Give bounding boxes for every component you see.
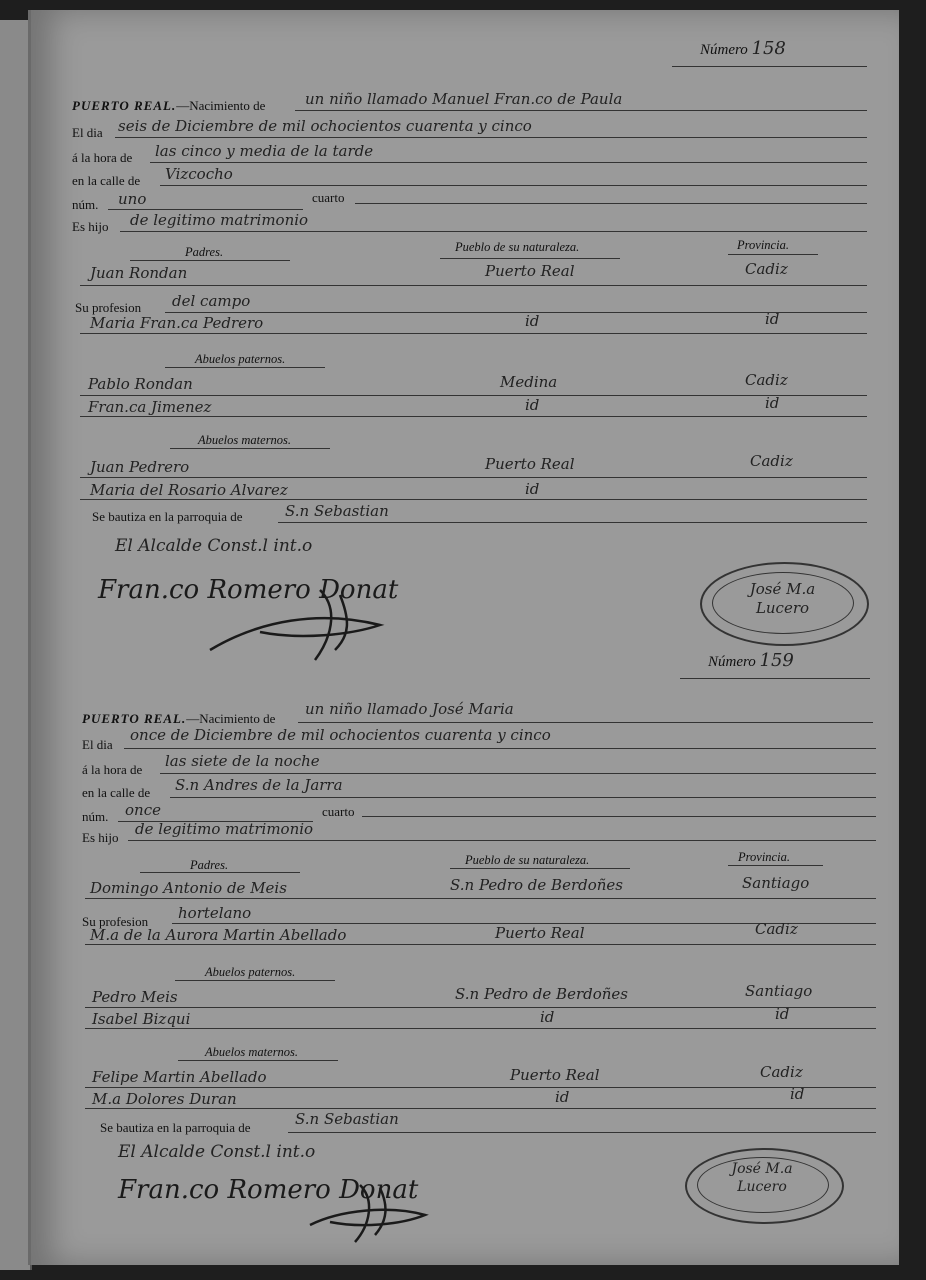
record-number-value: 158 [751, 38, 786, 59]
pat-grandmother-town: id [540, 1008, 555, 1026]
mat-grandmother-town: id [525, 480, 540, 498]
mat-grandmother-province: id [790, 1085, 805, 1103]
father-province: Cadiz [745, 260, 788, 278]
profession-label: Su profesion [75, 300, 142, 315]
mat-grandfather: Juan Pedrero [90, 458, 190, 476]
pat-grandmother-province: id [775, 1005, 790, 1023]
mayor-signature: Fran.co Romero Donat [98, 575, 399, 605]
street-value: Vizcocho [165, 165, 233, 183]
num-label: núm. [82, 809, 109, 824]
parish-label: Se bautiza en la parroquia de [92, 509, 243, 524]
hour-label: á la hora de [72, 150, 133, 165]
child-value: de legitimo matrimonio [135, 820, 314, 838]
street-value: S.n Andres de la Jarra [175, 776, 343, 794]
father-town: S.n Pedro de Berdoñes [450, 876, 623, 894]
seal-signature: José M.a Lucero [749, 580, 816, 617]
day-value: once de Diciembre de mil ochocientos cuarenta y cinco [130, 726, 551, 744]
col-town: Pueblo de su naturaleza. [455, 240, 580, 254]
record-number: Número 158 [700, 38, 786, 59]
pat-grandfather-province: Santiago [745, 982, 813, 1000]
num-value: once [125, 801, 161, 819]
signature-flourish [200, 580, 400, 665]
mother-province: Cadiz [755, 920, 798, 938]
mother-town: id [525, 312, 540, 330]
hour-value: las siete de la noche [165, 752, 320, 770]
mother-name: Maria Fran.ca Pedrero [90, 314, 264, 332]
room-label: cuarto [312, 190, 345, 205]
pat-grandmother: Isabel Bizqui [92, 1010, 191, 1028]
col-province: Provincia. [737, 238, 789, 252]
birth-value: un niño llamado José Maria [305, 700, 514, 718]
col-parents: Padres. [190, 858, 229, 872]
street-label: en la calle de [82, 785, 151, 800]
child-label: Es hijo [72, 219, 109, 234]
profession-value: hortelano [178, 904, 252, 922]
father-name: Domingo Antonio de Meis [90, 879, 287, 897]
father-town: Puerto Real [485, 262, 575, 280]
record-number-value: 159 [759, 650, 794, 671]
pat-grandmother-town: id [525, 396, 540, 414]
profession-label: Su profesion [82, 914, 149, 929]
maternal-header: Abuelos maternos. [198, 433, 292, 447]
street-label: en la calle de [72, 173, 141, 188]
mat-grandfather-town: Puerto Real [510, 1066, 600, 1084]
mat-grandfather-town: Puerto Real [485, 455, 575, 473]
birth-value: un niño llamado Manuel Fran.co de Paula [305, 90, 623, 108]
pat-grandfather: Pablo Rondan [88, 375, 193, 393]
mat-grandfather: Felipe Martin Abellado [92, 1068, 267, 1086]
child-value: de legitimo matrimonio [130, 211, 309, 229]
pat-grandfather-town: Medina [500, 373, 558, 391]
day-label: El dia [82, 737, 113, 752]
room-label: cuarto [322, 804, 355, 819]
col-town: Pueblo de su naturaleza. [465, 853, 590, 867]
pat-grandfather: Pedro Meis [92, 988, 178, 1006]
mat-grandmother: Maria del Rosario Alvarez [90, 481, 288, 499]
hour-value: las cinco y media de la tarde [155, 142, 374, 160]
hour-label: á la hora de [82, 762, 143, 777]
mat-grandmother: M.a Dolores Duran [92, 1090, 237, 1108]
mother-town: Puerto Real [495, 924, 585, 942]
birth-line: PUERTO REAL.—Nacimiento de [72, 98, 266, 113]
record-number: Número 159 [708, 650, 794, 671]
paternal-header: Abuelos paternos. [195, 352, 286, 366]
day-value: seis de Diciembre de mil ochocientos cuarenta y cinco [118, 117, 532, 135]
pat-grandfather-province: Cadiz [745, 371, 788, 389]
col-parents: Padres. [185, 245, 224, 259]
num-label: núm. [72, 197, 99, 212]
place-name: PUERTO REAL. [72, 98, 177, 113]
pat-grandmother: Fran.ca Jimenez [88, 398, 212, 416]
parish-label: Se bautiza en la parroquia de [100, 1120, 251, 1135]
profession-value: del campo [172, 292, 251, 310]
parish-value: S.n Sebastian [295, 1110, 399, 1128]
official-title: El Alcalde Const.l int.o [115, 536, 313, 556]
mat-grandfather-province: Cadiz [760, 1063, 803, 1081]
pat-grandmother-province: id [765, 394, 780, 412]
official-title: El Alcalde Const.l int.o [118, 1142, 316, 1162]
father-province: Santiago [742, 874, 810, 892]
num-value: uno [118, 190, 147, 208]
child-label: Es hijo [82, 830, 119, 845]
mat-grandfather-province: Cadiz [750, 452, 793, 470]
seal-signature: José M.a Lucero [731, 1161, 793, 1195]
maternal-header: Abuelos maternos. [205, 1045, 299, 1059]
mother-province: id [765, 310, 780, 328]
signature-flourish [300, 1180, 440, 1250]
place-name: PUERTO REAL. [82, 711, 187, 726]
day-label: El dia [72, 125, 103, 140]
birth-line: PUERTO REAL.—Nacimiento de [82, 711, 276, 726]
mother-name: M.a de la Aurora Martin Abellado [90, 926, 347, 944]
father-name: Juan Rondan [90, 264, 188, 282]
col-province: Provincia. [738, 850, 790, 864]
paternal-header: Abuelos paternos. [205, 965, 296, 979]
pat-grandfather-town: S.n Pedro de Berdoñes [455, 985, 628, 1003]
mat-grandmother-town: id [555, 1088, 570, 1106]
parish-value: S.n Sebastian [285, 502, 389, 520]
mayor-signature: Fran.co Romero Donat [118, 1175, 419, 1205]
